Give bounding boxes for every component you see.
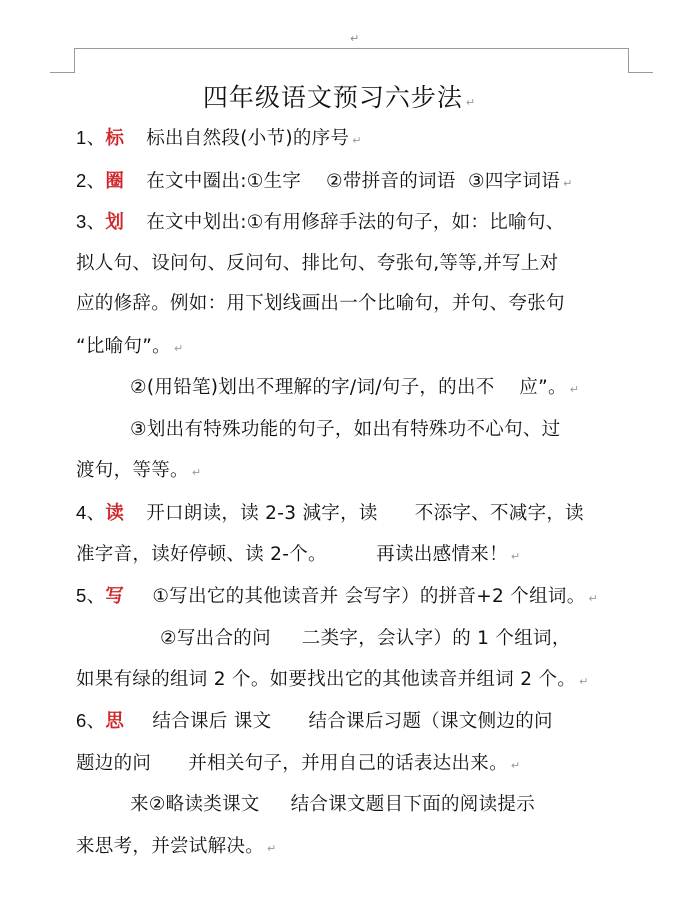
document-line <box>130 373 579 399</box>
paragraph-mark-icon: ↵ <box>588 592 599 605</box>
document-line <box>76 208 564 234</box>
page-corner-top-right <box>628 48 653 73</box>
line-text: 在文中圈出:①生字 ②带拼音的词语 ③四字词语 <box>146 171 561 192</box>
step-number: 3、 <box>76 211 106 232</box>
paragraph-mark-icon: ↵ <box>191 466 202 479</box>
line-text: 来②略读类课文 结合课文题目下面的阅读提示 <box>130 794 535 815</box>
document-line <box>76 499 584 525</box>
line-text: 如果有绿的组词 2 个。如要找出它的其他读音并组词 2 个。 <box>76 669 577 690</box>
line-text: 准字音，读好停顿、读 2-个。 再读出感情来！ <box>76 544 508 565</box>
paragraph-mark-icon: ↵ <box>510 759 521 772</box>
line-text: 应的修辞。例如：用下划线画出一个比喻句，并句、夸张句 <box>76 293 565 314</box>
document-line <box>76 540 520 566</box>
paragraph-mark-icon: ↵ <box>569 383 580 396</box>
step-keyword: 思 <box>105 711 125 732</box>
document-line <box>160 624 571 650</box>
line-text: ①写出它的其他读音并 会写字）的拼音+2 个组词。 <box>146 586 586 607</box>
document-line <box>76 456 201 482</box>
line-text: 来思考，并尝试解决。 <box>76 836 265 857</box>
document-line <box>130 790 535 816</box>
paragraph-mark-icon: ↵ <box>465 96 477 109</box>
line-text: 开口朗读，读 2-3 減字，读 不添字、不减字，读 <box>146 503 584 524</box>
document-line <box>76 707 553 733</box>
paragraph-mark-icon: ↵ <box>563 177 573 190</box>
line-text: 结合课后 课文 结合课后习题（课文侧边的问 <box>146 711 553 732</box>
document-line <box>76 167 573 193</box>
document-line <box>76 749 520 775</box>
line-text: 标出自然段(小节)的序号 <box>146 128 350 149</box>
step-keyword: 读 <box>105 503 125 524</box>
line-text: ③划出有特殊功能的句子，如出有特殊功不心句、过 <box>130 419 561 440</box>
step-number: 2、 <box>76 170 106 191</box>
document-line <box>76 124 362 150</box>
line-text: “比喻句”。 <box>76 336 171 357</box>
paragraph-mark-icon: ↵ <box>579 675 589 688</box>
document-line <box>76 249 558 275</box>
line-text: 拟人句、设问句、反问句、排比句、夸张句,等等,并写上对 <box>76 253 559 274</box>
document-line <box>76 289 565 315</box>
page-corner-top-left <box>50 48 75 73</box>
step-keyword: 写 <box>105 586 125 607</box>
paragraph-mark-icon: ↵ <box>267 842 277 855</box>
step-keyword: 划 <box>105 212 125 233</box>
document-line <box>130 415 561 441</box>
step-number: 1、 <box>76 127 106 148</box>
step-number: 4、 <box>76 502 106 523</box>
step-number: 5、 <box>76 585 106 606</box>
line-text: 在文中划出:①有用修辞手法的句子，如：比喻句、 <box>146 212 565 233</box>
document-title <box>0 78 679 114</box>
document-line <box>76 332 184 358</box>
title-text: 四年级语文预习六步法 <box>202 83 463 112</box>
page-top-border <box>74 48 628 49</box>
line-text: 题边的问 并相关句子，并用自己的话表达出来。 <box>76 753 508 774</box>
document-line <box>76 832 277 858</box>
document-line <box>76 665 589 691</box>
paragraph-mark-icon: ↵ <box>352 134 362 147</box>
paragraph-mark-icon: ↵ <box>173 342 184 355</box>
line-text: 渡句，等等。 <box>76 460 189 481</box>
line-text: ②写出合的问 二类字，会认字）的 1 个组词， <box>160 628 571 649</box>
document-line <box>76 582 598 608</box>
step-keyword: 标 <box>105 128 125 149</box>
step-number: 6、 <box>76 710 106 731</box>
paragraph-mark-icon: ↵ <box>350 32 360 45</box>
paragraph-mark-icon: ↵ <box>510 550 521 563</box>
step-keyword: 圈 <box>105 171 125 192</box>
line-text: ②(用铅笔)划出不理解的字/词/句子，的出不 应”。 <box>130 377 567 398</box>
